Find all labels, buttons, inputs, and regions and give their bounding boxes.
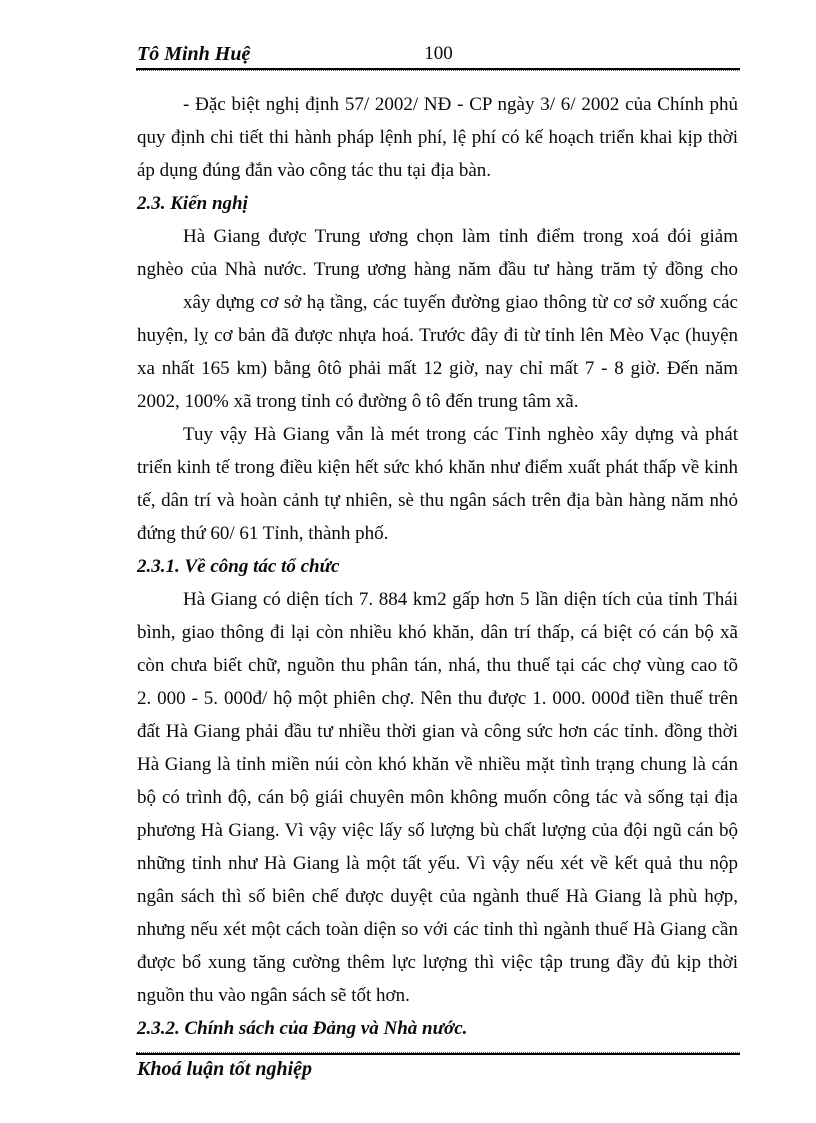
text-line: nhưng nếu xét một cách toàn diện so với các tỉnh thì ngành thuế Hà Giang cần [137, 919, 738, 940]
text-line: những tỉnh như Hà Giang là một tất yếu. Vì vậy nếu xét về kết quả thu nộp [137, 853, 738, 874]
page-header [137, 36, 740, 68]
text-line: được bổ xung tăng cường thêm lực lượng thì việc tập trung đầy đủ kịp thời [137, 952, 738, 973]
text-line: triển kinh tế trong điều kiện hết sức khó khăn như điểm xuất phát thấp về kinh [137, 457, 738, 478]
text-line: 2. 000 - 5. 000đ/ hộ một phiên chợ. Nên thu được 1. 000. 000đ tiền thuế trên [137, 688, 738, 709]
text-line: - Đặc biệt nghị định 57/ 2002/ NĐ - CP ngày 3/ 6/ 2002 của Chính phủ [183, 94, 738, 115]
header-author: Tô Minh Huệ [137, 43, 251, 65]
text-line: bộ có trình độ, cán bộ giái chuyên môn không muốn công tác và sống tại địa [137, 787, 738, 808]
text-line: xa nhất 165 km) bằng ôtô phải mất 12 giờ, nay chỉ mất 7 - 8 giờ. Đến năm [137, 358, 738, 379]
heading-2-3-1: 2.3.1. Về công tác tổ chức [137, 556, 340, 577]
text-line: nguồn thu vào ngân sách sẽ tốt hơn. [137, 985, 410, 1006]
text-line: nghèo của Nhà nước. Trung ương hàng năm đầu tư hàng trăm tỷ đồng cho [137, 259, 738, 280]
text-line: phương Hà Giang. Vì vậy việc lấy số lượng bù chất lượng của đội ngũ cán bộ [137, 820, 738, 841]
text-line: đất Hà Giang phải đầu tư nhiều thời gian và công sức hơn các tỉnh. đồng thời [137, 721, 738, 742]
footer-rule [136, 1052, 740, 1055]
text-line: quy định chi tiết thi hành pháp lệnh phí, lệ phí có kế hoạch triển khai kịp thời [137, 127, 738, 148]
footer-label: Khoá luận tốt nghiệp [137, 1058, 313, 1080]
text-line: tế, dân trí và hoàn cảnh tự nhiên, sè thu ngân sách trên địa bàn hàng năm nhỏ [137, 490, 738, 511]
text-line: Hà Giang có diện tích 7. 884 km2 gấp hơn 5 lần diện tích của tỉnh Thái [183, 589, 738, 610]
text-line: 2002, 100% xã trong tỉnh có đường ô tô đến trung tâm xã. [137, 391, 579, 412]
text-line: áp dụng đúng đắn vào công tác thu tại địa bàn. [137, 160, 492, 181]
heading-2-3: 2.3. Kiến nghị [137, 193, 248, 214]
text-line: bình, giao thông đi lại còn nhiều khó khăn, dân trí thấp, cá biệt có cán bộ xã [137, 622, 738, 643]
text-line: còn chưa biết chữ, nguồn thu phân tán, nhá, thu thuế tại các chợ vùng cao tõ [137, 655, 738, 676]
document-body [137, 88, 738, 1045]
heading-2-3-2: 2.3.2. Chính sách của Đảng và Nhà nước. [137, 1018, 468, 1039]
text-line: Tuy vậy Hà Giang vẫn là mét trong các Tỉnh nghèo xây dựng và phát [183, 424, 738, 445]
text-line: Hà Giang được Trung ương chọn làm tỉnh điểm trong xoá đói giảm [183, 226, 738, 247]
header-rule [136, 68, 740, 71]
text-line: đứng thứ 60/ 61 Tỉnh, thành phố. [137, 523, 389, 544]
page-number: 100 [424, 43, 453, 64]
text-line: Hà Giang là tỉnh miền núi còn khó khăn về nhiều mặt tình trạng chung là cán [137, 754, 738, 775]
text-line: ngân sách thì số biên chế được duyệt của ngành thuế Hà Giang là phù hợp, [137, 886, 738, 907]
text-line: xây dựng cơ sở hạ tầng, các tuyến đường giao thông từ cơ sở xuống các [183, 292, 738, 313]
text-line: huyện, lỵ cơ bản đã được nhựa hoá. Trước đây đi từ tỉnh lên Mèo Vạc (huyện [137, 325, 738, 346]
